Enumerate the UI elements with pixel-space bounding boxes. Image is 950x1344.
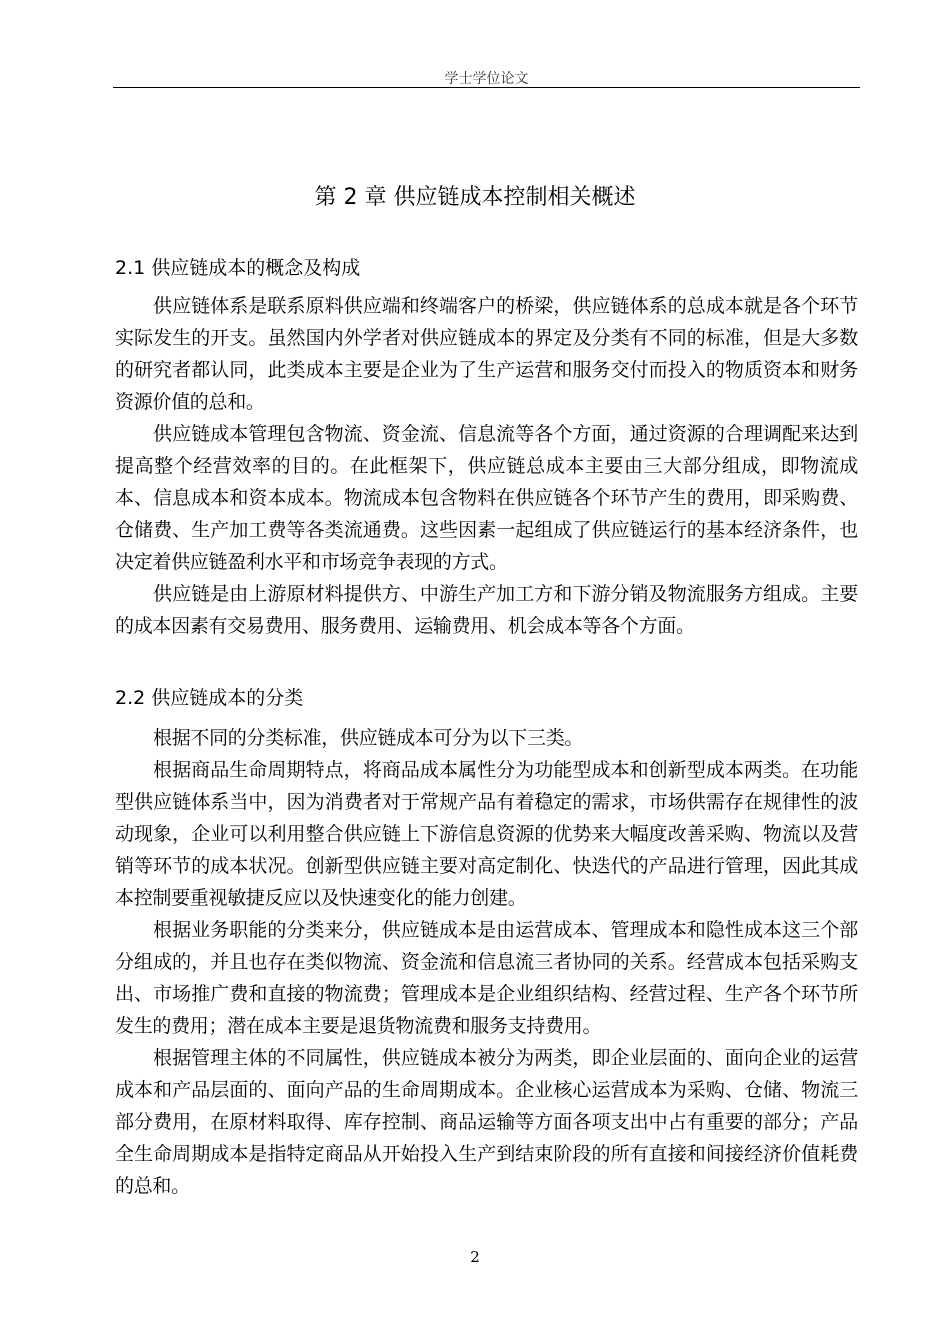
paragraph: 根据不同的分类标准，供应链成本可分为以下三类。 <box>153 727 584 749</box>
paragraph: 根据管理主体的不同属性，供应链成本被分为两类，即企业层面的、面向企业的运营成本和产品层面的、面向产品的生命周期成本。企业核心运营成本为采购、仓储、物流三部分费用，在原材料取得、库存控制、商品运输等方面各项支出中占有重要的部分；产品全生命周期成本是指特定商品从开始投入生产到结束阶段的所有直接和间接经济价值耗费的总和。 <box>115 1047 858 1197</box>
paragraph: 根据商品生命周期特点，将商品成本属性分为功能型成本和创新型成本两类。在功能型供应链体系当中，因为消费者对于常规产品有着稳定的需求，市场供需存在规律性的波动现象，企业可以利用整合供应链上下游信息资源的优势来大幅度改善采购、物流以及营销等环节的成本状况。创新型供应链主要对高定制化、快迭代的产品进行管理，因此其成本控制要重视敏捷反应以及快速变化的能力创建。 <box>115 759 858 909</box>
chapter-title: 第 2 章 供应链成本控制相关概述 <box>314 185 636 210</box>
paragraph: 供应链是由上游原材料提供方、中游生产加工方和下游分销及物流服务方组成。主要的成本因素有交易费用、服务费用、运输费用、机会成本等各个方面。 <box>115 583 858 637</box>
section-heading-2-2: 2.2 供应链成本的分类 <box>115 687 304 709</box>
running-header: 学士学位论文 <box>444 71 529 87</box>
page-number: 2 <box>470 1248 480 1266</box>
paragraph: 供应链体系是联系原料供应端和终端客户的桥梁，供应链体系的总成本就是各个环节实际发生的开支。虽然国内外学者对供应链成本的界定及分类有不同的标准，但是大多数的研究者都认同，此类成本主要是企业为了生产运营和服务交付而投入的物质资本和财务资源价值的总和。 <box>115 295 858 413</box>
header-rule <box>113 87 860 88</box>
paragraph: 根据业务职能的分类来分，供应链成本是由运营成本、管理成本和隐性成本这三个部分组成的，并且也存在类似物流、资金流和信息流三者协同的关系。经营成本包括采购支出、市场推广费和直接的物流费；管理成本是企业组织结构、经营过程、生产各个环节所发生的费用；潜在成本主要是退货物流费和服务支持费用。 <box>115 919 858 1037</box>
section-heading-2-1: 2.1 供应链成本的概念及构成 <box>115 257 361 279</box>
paragraph: 供应链成本管理包含物流、资金流、信息流等各个方面，通过资源的合理调配来达到提高整个经营效率的目的。在此框架下，供应链总成本主要由三大部分组成，即物流成本、信息成本和资本成本。物流成本包含物料在供应链各个环节产生的费用，即采购费、仓储费、生产加工费等各类流通费。这些因素一起组成了供应链运行的基本经济条件，也决定着供应链盈利水平和市场竞争表现的方式。 <box>115 423 858 573</box>
